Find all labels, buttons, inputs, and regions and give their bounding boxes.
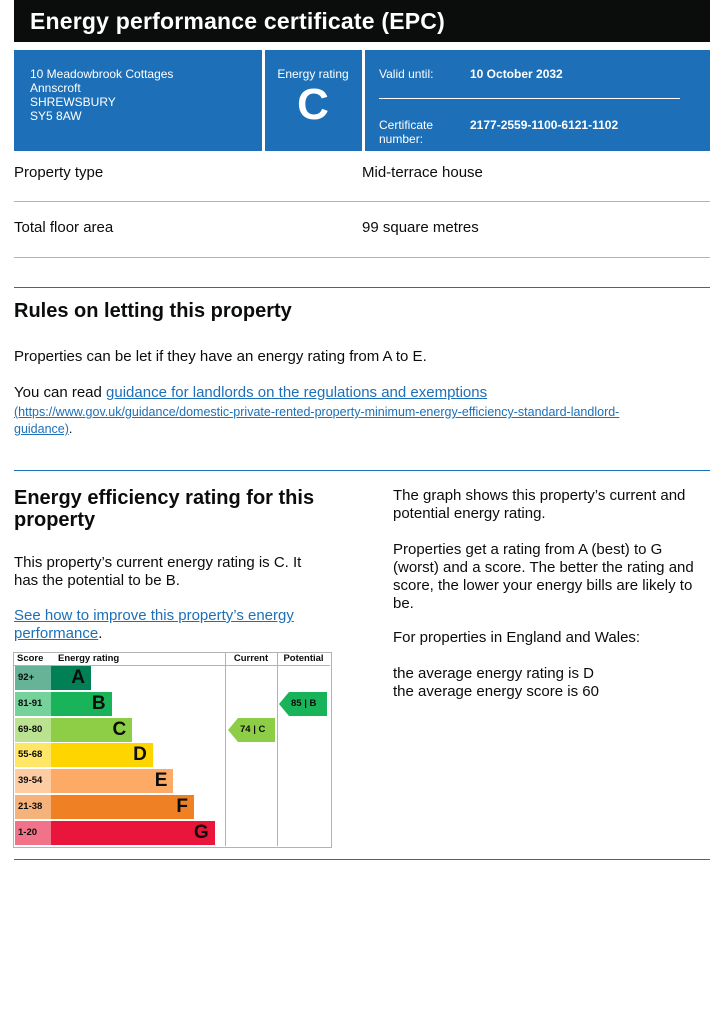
band-score-label: 55-68 xyxy=(18,749,43,761)
graph-description xyxy=(393,487,713,523)
text-line: be. xyxy=(393,595,414,612)
divider xyxy=(379,98,680,99)
energy-rating-letter: C xyxy=(297,80,329,129)
band-letter: G xyxy=(193,821,209,843)
certificate-number-value: 2177-2559-1100-6121-1102 xyxy=(470,118,619,132)
summary-panel xyxy=(14,50,710,151)
efficiency-heading xyxy=(14,487,354,531)
improve-suffix: . xyxy=(98,625,103,642)
address-line: SY5 8AW xyxy=(30,109,82,123)
guidance-url-end xyxy=(14,420,714,438)
efficiency-heading-line: property xyxy=(14,509,96,531)
rating-column-header: Energy rating xyxy=(58,653,120,664)
improve-link[interactable]: See how to improve this property’s energy xyxy=(14,607,294,624)
band-letter: F xyxy=(176,796,188,817)
section-divider xyxy=(14,859,710,860)
band-letter: A xyxy=(71,667,85,688)
text-line: This property’s current energy rating is C. It xyxy=(14,554,302,571)
improve-link[interactable]: performance xyxy=(14,625,99,642)
text-line: has the potential to be B. xyxy=(14,572,180,589)
rating-explanation xyxy=(393,541,713,613)
address-line: SHREWSBURY xyxy=(30,95,116,109)
band-letter: C xyxy=(112,718,127,740)
potential-rating-label: 85 | B xyxy=(291,697,317,709)
text-line: (worst) and a score. The better the rating and xyxy=(393,559,694,576)
england-wales-text: For properties in England and Wales: xyxy=(393,629,641,646)
property-address xyxy=(30,67,173,123)
band-bar-f xyxy=(51,795,194,819)
rules-section xyxy=(14,300,292,323)
rules-text: Properties can be let if they have an energy rating from A to E. xyxy=(14,348,427,365)
band-score-label: 81-91 xyxy=(18,697,43,709)
guidance-url xyxy=(14,403,714,421)
band-score-label: 39-54 xyxy=(18,775,43,787)
divider xyxy=(14,201,710,202)
text-line: The graph shows this property’s current and xyxy=(393,487,686,504)
section-divider xyxy=(14,287,710,288)
guidance-link[interactable]: guidance for landlords on the regulations and exemptions xyxy=(106,384,488,401)
certificate-number-label xyxy=(379,118,433,146)
text-line: potential energy rating. xyxy=(393,505,546,522)
band-bar-b xyxy=(51,692,112,716)
band-score-label: 92+ xyxy=(18,672,35,683)
current-rating-text xyxy=(14,554,354,590)
divider xyxy=(362,50,365,151)
guidance-prefix: You can read xyxy=(14,384,107,401)
page-title: Energy performance certificate (EPC) xyxy=(30,8,445,34)
current-rating-label: 74 | C xyxy=(240,723,266,735)
guidance-suffix: . xyxy=(68,422,73,436)
address-line: Annscroft xyxy=(30,81,81,95)
certificate-label-line: number: xyxy=(379,132,424,146)
band-score-label: 21-38 xyxy=(18,801,43,812)
property-type-value: Mid-terrace house xyxy=(362,164,483,181)
text-line: Properties get a rating from A (best) to G xyxy=(393,541,663,558)
divider xyxy=(14,257,710,258)
potential-column-header: Potential xyxy=(283,653,324,664)
certificate-label-line: Certificate xyxy=(379,118,434,132)
average-values xyxy=(393,665,713,701)
band-score-label: 1-20 xyxy=(18,826,38,838)
rules-heading: Rules on letting this property xyxy=(14,300,292,322)
address-line: 10 Meadowbrook Cottages xyxy=(30,67,174,81)
band-letter: D xyxy=(133,744,147,766)
band-letter: E xyxy=(154,770,168,792)
rules-guidance-text xyxy=(14,384,704,402)
score-column-header: Score xyxy=(17,653,44,664)
valid-until-value: 10 October 2032 xyxy=(470,67,563,81)
band-score-label: 69-80 xyxy=(18,723,43,735)
band-bar-c xyxy=(51,718,132,742)
floor-area-label: Total floor area xyxy=(14,219,114,236)
average-score: the average energy score is 60 xyxy=(393,683,599,700)
guidance-url-link[interactable]: (https://www.gov.uk/guidance/domestic-private-rented-property-minimum-energy-efficiency-standard-landlord- xyxy=(14,405,620,419)
band-bar-d xyxy=(51,743,153,767)
section-divider xyxy=(14,470,710,471)
band-bar-g xyxy=(51,821,215,845)
average-rating: the average energy rating is D xyxy=(393,665,594,682)
energy-rating-label: Energy rating xyxy=(277,67,349,81)
valid-until-label: Valid until: xyxy=(379,67,434,81)
efficiency-heading-line: Energy efficiency rating for this xyxy=(14,487,315,509)
band-letter: B xyxy=(91,692,106,714)
energy-rating-chart xyxy=(13,652,332,848)
floor-area-value: 99 square metres xyxy=(362,219,479,236)
title-bar xyxy=(14,0,710,42)
band-bar-e xyxy=(51,769,173,793)
chart-column-lines xyxy=(225,652,278,846)
guidance-url-link[interactable]: guidance) xyxy=(14,422,69,436)
property-type-label: Property type xyxy=(14,164,104,181)
band-bar-a xyxy=(51,666,91,690)
improve-link-block xyxy=(14,607,354,643)
text-line: score, the lower your energy bills are likely to xyxy=(393,577,693,594)
current-column-header: Current xyxy=(233,653,269,664)
